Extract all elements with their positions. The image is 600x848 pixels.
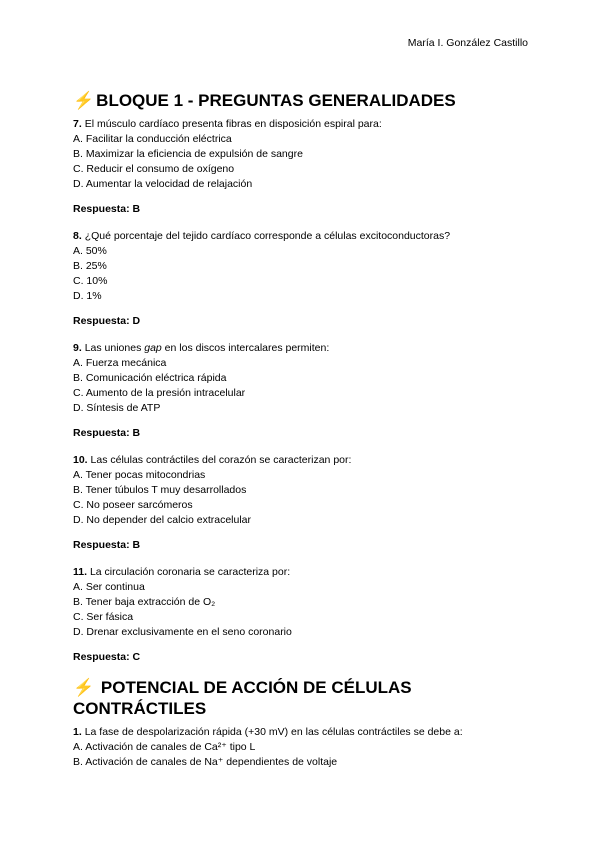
option: A. Activación de canales de Ca²⁺ tipo L bbox=[73, 741, 256, 753]
document-body bbox=[73, 90, 533, 770]
question-number: 7. bbox=[73, 118, 82, 130]
question-block bbox=[73, 229, 533, 329]
question-number: 1. bbox=[73, 726, 82, 738]
answer: Respuesta: D bbox=[73, 315, 141, 327]
option: A. Facilitar la conducción eléctrica bbox=[73, 133, 232, 145]
option: C. No poseer sarcómeros bbox=[73, 499, 193, 511]
question-statement: en los discos intercalares permiten: bbox=[161, 342, 330, 354]
question-text bbox=[73, 725, 533, 740]
option: D. Drenar exclusivamente en el seno coronario bbox=[73, 626, 292, 638]
section-title bbox=[73, 677, 533, 719]
answer: Respuesta: B bbox=[73, 539, 141, 551]
option: B. Comunicación eléctrica rápida bbox=[73, 372, 227, 384]
option: D. Síntesis de ATP bbox=[73, 402, 161, 414]
lightning-icon: ⚡ bbox=[73, 91, 95, 110]
question-number: 11. bbox=[73, 566, 88, 578]
question-block bbox=[73, 565, 533, 665]
option: C. Aumento de la presión intracelular bbox=[73, 387, 246, 399]
option: C. Reducir el consumo de oxígeno bbox=[73, 163, 235, 175]
option: B. Activación de canales de Na⁺ dependientes de voltaje bbox=[73, 756, 338, 768]
question-text bbox=[73, 229, 533, 244]
option: B. Tener baja extracción de O₂ bbox=[73, 596, 216, 608]
question-statement: Las uniones bbox=[84, 342, 145, 354]
section-title-text: BLOQUE 1 - PREGUNTAS GENERALIDADES bbox=[96, 91, 456, 110]
option: D. Aumentar la velocidad de relajación bbox=[73, 178, 253, 190]
question-block bbox=[73, 341, 533, 441]
answer: Respuesta: B bbox=[73, 427, 141, 439]
option: B. Maximizar la eficiencia de expulsión de sangre bbox=[73, 148, 303, 160]
section-potencial-accion bbox=[73, 677, 533, 770]
answer: Respuesta: C bbox=[73, 651, 141, 663]
question-text bbox=[73, 117, 533, 132]
author-name: María I. González Castillo bbox=[407, 37, 528, 49]
option: B. Tener túbulos T muy desarrollados bbox=[73, 484, 247, 496]
option: C. 10% bbox=[73, 275, 108, 287]
question-text bbox=[73, 453, 533, 468]
section-title-text: POTENCIAL DE ACCIÓN DE CÉLULAS CONTRÁCTILES bbox=[73, 678, 412, 718]
answer: Respuesta: B bbox=[73, 203, 141, 215]
option: A. Tener pocas mitocondrias bbox=[73, 469, 206, 481]
question-statement: La circulación coronaria se caracteriza por: bbox=[89, 566, 291, 578]
lightning-icon: ⚡ bbox=[73, 678, 95, 697]
option: C. Ser fásica bbox=[73, 611, 134, 623]
option: B. 25% bbox=[73, 260, 107, 272]
question-number: 9. bbox=[73, 342, 82, 354]
question-block bbox=[73, 117, 533, 217]
question-text bbox=[73, 341, 533, 356]
question-text bbox=[73, 565, 533, 580]
question-statement: La fase de despolarización rápida (+30 mV) en las células contráctiles se debe a: bbox=[84, 726, 463, 738]
question-statement-italic: gap bbox=[144, 342, 162, 354]
question-number: 8. bbox=[73, 230, 82, 242]
option: D. 1% bbox=[73, 290, 102, 302]
section-generalidades bbox=[73, 90, 533, 665]
option: A. Ser continua bbox=[73, 581, 145, 593]
section-title bbox=[73, 90, 533, 111]
question-statement: El músculo cardíaco presenta fibras en disposición espiral para: bbox=[84, 118, 382, 130]
option: D. No depender del calcio extracelular bbox=[73, 514, 252, 526]
question-statement: Las células contráctiles del corazón se caracterizan por: bbox=[90, 454, 352, 466]
question-block bbox=[73, 725, 533, 770]
question-statement: ¿Qué porcentaje del tejido cardíaco corresponde a células excitoconductoras? bbox=[84, 230, 451, 242]
option: A. Fuerza mecánica bbox=[73, 357, 167, 369]
question-number: 10. bbox=[73, 454, 88, 466]
question-block bbox=[73, 453, 533, 553]
option: A. 50% bbox=[73, 245, 107, 257]
